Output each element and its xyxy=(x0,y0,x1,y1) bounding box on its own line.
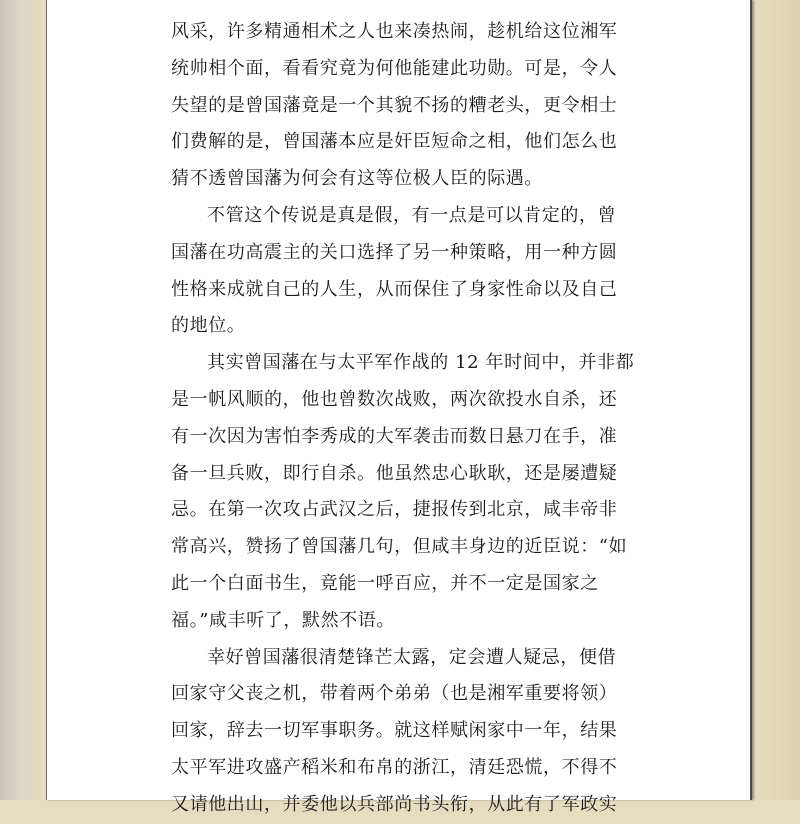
text-line: 备一旦兵败，即行自杀。他虽然忠心耿耿，还是屡遭疑 xyxy=(171,462,618,484)
text-line: 常高兴，赞扬了曾国藩几句，但咸丰身边的近臣说：“如 xyxy=(171,536,628,558)
text-line: 是一帆风顺的，他也曾数次战败，两次欲投水自杀，还 xyxy=(171,388,618,410)
text-line: 性格来成就自己的人生，从而保住了身家性命以及自己 xyxy=(171,278,618,300)
text-line: 忌。在第一次攻占武汉之后，捷报传到北京，咸丰帝非 xyxy=(171,499,618,521)
text-line: 回家，辞去一切军事职务。就这样赋闲家中一年，结果 xyxy=(171,720,618,742)
page-text xyxy=(171,14,635,824)
text-line: 又请他出山，并委他以兵部尚书头衔，从此有了军政实 xyxy=(171,793,618,815)
right-background-shade xyxy=(756,0,800,800)
text-line: 们费解的是，曾国藩本应是奸臣短命之相，他们怎么也 xyxy=(171,131,618,153)
text-line: 国藩在功高震主的关口选择了另一种策略，用一种方圆 xyxy=(171,241,618,263)
text-line: 太平军进攻盛产稻米和布帛的浙江，清廷恐慌，不得不 xyxy=(171,756,618,778)
text-line: 此一个白面书生，竟能一呼百应，并不一定是国家之 xyxy=(171,572,599,594)
text-line: 回家守父丧之机，带着两个弟弟（也是湘军重要将领） xyxy=(171,683,618,705)
text-line-indented: 幸好曾国藩很清楚锋芒太露，定会遭人疑忌，便借 xyxy=(207,646,617,668)
text-line: 福。”咸丰听了，默然不语。 xyxy=(171,609,396,631)
left-background-shade xyxy=(0,0,40,800)
text-line-indented: 不管这个传说是真是假，有一点是可以肯定的，曾 xyxy=(207,204,617,226)
book-page xyxy=(46,0,752,815)
text-line: 猜不透曾国藩为何会有这等位极人臣的际遇。 xyxy=(171,168,543,190)
text-line: 的地位。 xyxy=(171,315,246,337)
text-line: 有一次因为害怕李秀成的大军袭击而数日悬刀在手，准 xyxy=(171,425,618,447)
text-line: 统帅相个面，看看究竟为何他能建此功勋。可是，令人 xyxy=(171,57,618,79)
text-line-indented: 其实曾国藩在与太平军作战的 12 年时间中，并非都 xyxy=(207,352,635,374)
text-line: 失望的是曾国藩竟是一个其貌不扬的糟老头，更令相士 xyxy=(171,94,618,116)
text-line: 风采，许多精通相术之人也来凑热闹，趁机给这位湘军 xyxy=(171,21,618,42)
